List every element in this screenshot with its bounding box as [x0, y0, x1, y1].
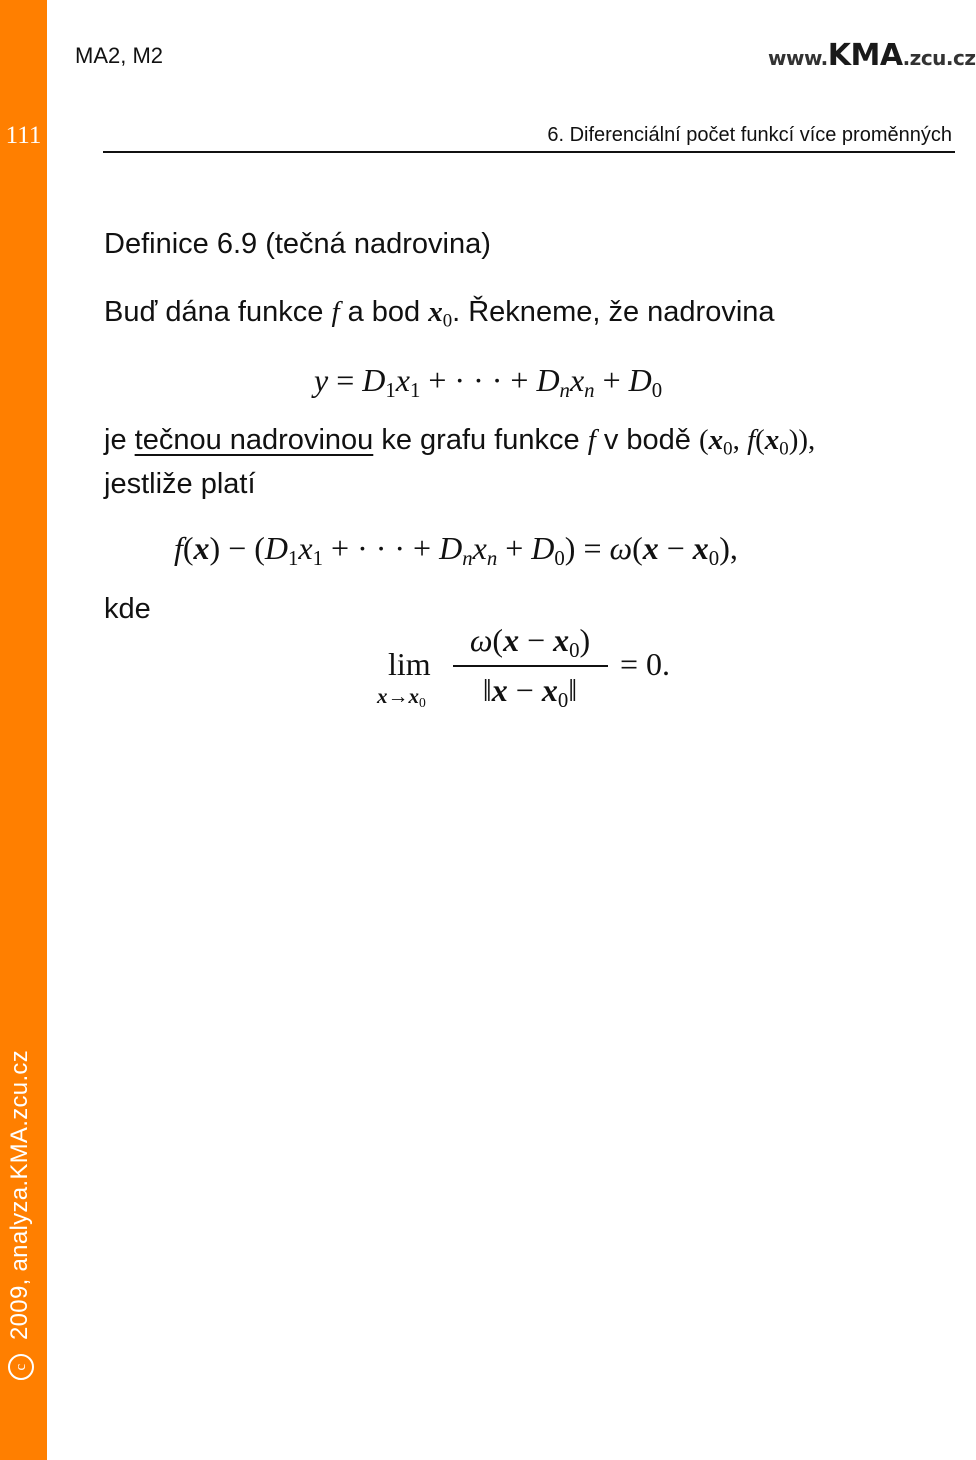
- tangent-hyperplane-term: tečnou nadrovinou: [134, 424, 374, 456]
- course-label: MA2, M2: [75, 43, 164, 68]
- tangent-line: je tečnou nadrovinou ke grafu funkce f v bodě ($x_0$, $f(x_0)$),: [104, 424, 816, 460]
- copyright-icon: c: [8, 1354, 34, 1380]
- copyright-notice: [6, 1050, 34, 1380]
- where-label: kde: [104, 593, 151, 625]
- remainder-equation: $f(x) - (D_1x_1$ + · · · + $D_nx_n + D_0) = \omega(x - x_0)$,: [174, 530, 738, 571]
- lim-operator: lim: [388, 646, 431, 682]
- header-divider: [103, 151, 955, 153]
- page-number: 111: [5, 122, 42, 149]
- sidebar: [0, 0, 47, 1460]
- limit-result: = 0.: [620, 646, 671, 682]
- copyright-text: 2009, analyza.KMA.zcu.cz: [6, 1049, 33, 1340]
- kma-logo[interactable]: www.KMA.zcu.cz: [768, 38, 976, 73]
- condition-line: jestliže platí: [104, 468, 256, 500]
- limit-numerator: $\omega(x - x_0)$: [469, 622, 591, 663]
- definition-title: Definice 6.9 (tečná nadrovina): [104, 228, 491, 260]
- hyperplane-equation: $y = D_1x_1$ + · · · + $D_nx_n + D_0$: [314, 362, 663, 403]
- limit-denominator: ‖x − $x_0‖$: [482, 672, 578, 713]
- intro-line: Buď dána funkce f a bod $x_0$. Řekneme, že nadrovina: [104, 296, 775, 332]
- chapter-title: 6. Diferenciální počet funkcí více proměnných: [547, 124, 952, 146]
- fraction-bar: [453, 665, 608, 667]
- lim-subscript: $x\to x_0$: [377, 684, 426, 711]
